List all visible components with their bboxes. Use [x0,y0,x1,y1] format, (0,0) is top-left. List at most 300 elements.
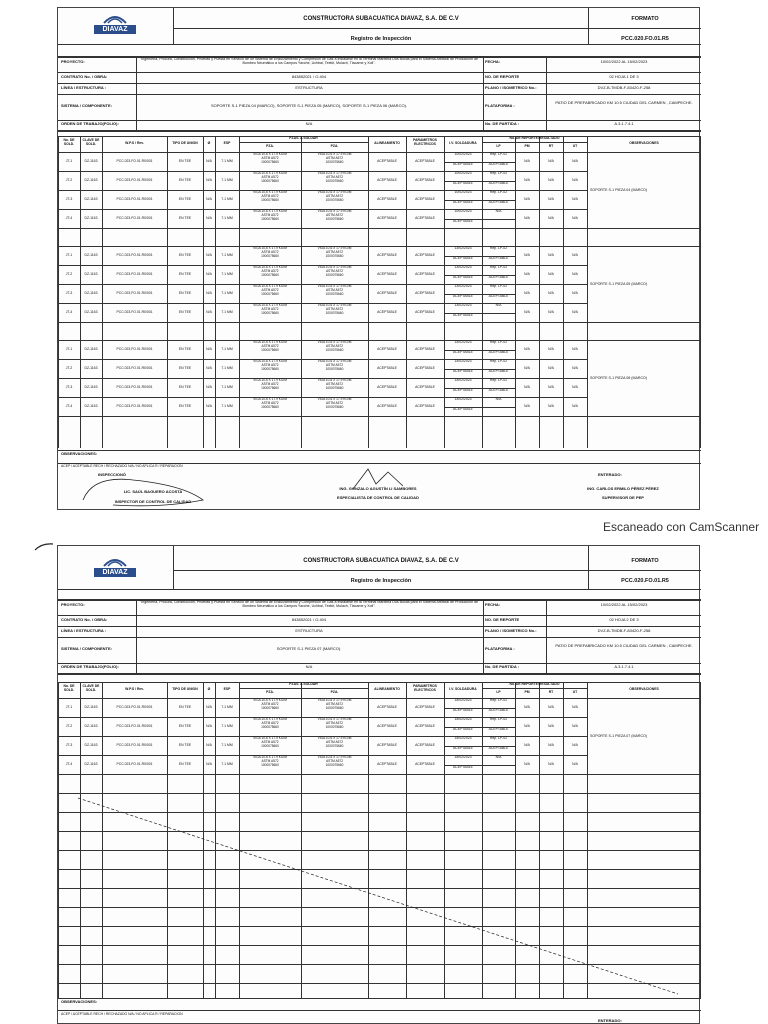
observaciones-label: OBSERVACIONES: [61,999,98,1004]
enterado-label: ENTERADO: [598,472,622,477]
iv-date: 10/02/2023 [454,190,472,194]
alignment-result: ACEPTABLE [377,290,397,295]
iv-result: ACEPTABLE [453,255,473,260]
wps-code: PCC.023.FO.01.R0/001 [116,742,153,747]
pm-result: N/A [524,215,530,220]
lp-result: ACEPTABLE [488,199,509,204]
sig1-role: INSPECTOR DE CONTROL DE CALIDAD [114,499,192,504]
welds-table [58,136,701,448]
col-header-tipo: TIPO DE UNION [172,141,198,145]
iv-date: 10/02/2023 [454,209,472,213]
material-spec: VIGA 10-6 X 17.9 KG/M [253,265,287,269]
electric-params-result: ACEPTABLE [415,403,435,408]
cell-split-line [444,162,515,163]
welder-key: DZ-1163 [84,704,98,709]
alignment-result: ACEPTABLE [377,346,397,351]
table-col-line [700,136,701,448]
union-type: EN TEE [178,761,192,766]
thickness: 7.1 MM [221,215,233,220]
weld-number: JT-1 [65,252,73,257]
col-header-tipo: TIPO DE UNION [172,687,198,691]
thickness: 7.1 MM [221,158,233,163]
col-header-no-sold: No. DE SOLD. [63,138,75,146]
iv-date: 15/02/2023 [454,698,472,702]
col-header-rt: RT [548,144,554,148]
table-row-line [58,698,701,699]
col-header-no-sold: No. DE SOLD. [63,684,75,692]
iv-result: ACEPTABLE [453,312,473,317]
fecha-value: 10/02/2022 AL 15/02/2023 [600,59,648,64]
material-spec: VIGA 10-6 X 17.9 KG/M [317,717,352,721]
material-spec: 1000075660 [261,160,279,164]
rt-result: N/A [548,196,554,201]
col-header-diam: Ø [207,141,211,145]
iv-date: 13/02/2023 [454,284,472,288]
lp-report: Rep. LP-02 [489,359,508,363]
col-header-pzas: PZAS. A SOLDAR [289,682,318,686]
formato-code: PCC.020.FO.01.R5 [621,578,669,584]
linea-value: ESTRUCTURA [295,85,323,90]
electric-params-result: ACEPTABLE [415,704,435,709]
iv-result: ACEPTABLE [453,349,473,354]
iv-date: 14/02/2023 [454,378,472,382]
lp-result: ACEPTABLE [488,368,509,373]
material-spec: VIGA 10-6 X 17.9 KG/M [253,340,287,344]
rt-result: N/A [548,723,554,728]
ut-result: N/A [572,290,578,295]
table-row-line [58,793,701,794]
lp-result: ACEPTABLE [488,349,509,354]
material-spec: VIGA 10-6 X 17.9 KG/M [253,190,287,194]
weld-number: JT-2 [65,365,73,370]
alignment-result: ACEPTABLE [377,403,397,408]
electric-params-result: ACEPTABLE [415,742,435,747]
diameter: N/A [206,403,212,408]
material-spec: 1000075660 [261,744,279,748]
material-spec: 1000075660 [325,273,344,277]
lp-report: Rep. LP-02 [489,190,508,194]
diameter: N/A [206,215,212,220]
material-spec: VIGA 10-6 X 17.9 KG/M [253,397,287,401]
rt-result: N/A [548,252,554,257]
material-spec: VIGA 10-6 X 17.9 KG/M [317,340,352,344]
group-observation: SOPORTE S-1 PIEZA 04 (MARCO) [590,188,648,192]
union-type: EN TEE [178,346,192,351]
diameter: N/A [206,309,212,314]
pm-result: N/A [524,177,530,182]
proyecto-value: "Ingeniería, Procura, Construcción, Pruebas y Puesta en Servicio de un Sistema de Endulzamiento y Compresión de Gas a Instalarse en la Terminal Marítima Dos Bocas para el Sistema Artificial de Producción de Bombeo Neumático a los Campos Yaxche, Uchbal, Teekit, Mulach, Tlacame y Xoil". [140,57,478,66]
rt-result: N/A [548,158,554,163]
lp-result: ACEPTABLE [488,726,509,731]
diavaz-logo-mark-icon [102,554,128,568]
col-header-reporte: No. DE REPORTE/RESULTADO [509,136,560,140]
iv-date: 15/02/2023 [454,717,472,721]
diameter: N/A [206,177,212,182]
material-spec: VIGA 10-6 X 17.9 KG/M [317,209,352,213]
weld-number: JT-3 [65,742,73,747]
logo-wordmark: DIAVAZ [94,25,136,34]
rt-result: N/A [548,346,554,351]
electric-params-result: ACEPTABLE [415,290,435,295]
table-row-line [58,774,587,775]
alignment-result: ACEPTABLE [377,177,397,182]
material-spec: VIGA 10-6 X 17.9 KG/M [253,698,287,702]
material-spec: ASTM A572 [261,721,279,725]
iv-date: 15/02/2023 [454,755,472,759]
col-header-clave: CLAVE DE SOLD. [82,138,100,146]
fecha-value: 10/02/2022 AL 15/02/2023 [600,602,648,607]
col-header-wps: W.P.S / Rev. [125,141,144,145]
thickness: 7.1 MM [221,704,233,709]
rt-result: N/A [548,215,554,220]
rt-result: N/A [548,761,554,766]
table-row-line [58,340,701,341]
wps-code: PCC.023.FO.01.R0/001 [116,252,153,257]
ut-result: N/A [572,761,578,766]
thickness: 7.1 MM [221,346,233,351]
weld-number: JT-4 [65,403,73,408]
doc-title: Registro de Inspección [350,36,412,42]
partida-value: A.3.1.7.4.1 [614,664,634,669]
cell-split-line [444,407,515,408]
diameter: N/A [206,252,212,257]
cell-split-line [444,313,515,314]
pm-result: N/A [524,384,530,389]
orden-value: N/A [305,121,313,126]
ut-result: N/A [572,704,578,709]
union-type: EN TEE [178,290,192,295]
diameter: N/A [206,196,212,201]
alignment-result: ACEPTABLE [377,723,397,728]
iv-result: ACEPTABLE [453,726,473,731]
cell-split-line [444,369,515,370]
table-row-line [58,322,587,323]
weld-number: JT-4 [65,309,73,314]
ut-result: N/A [572,196,578,201]
material-spec: VIGA 10-6 X 17.9 KG/M [253,284,287,288]
rt-result: N/A [548,403,554,408]
alignment-result: ACEPTABLE [377,271,397,276]
lp-report: Rep. LP-02 [489,284,508,288]
plataforma-value: PATIO DE PREFABRICADO KM 10.5 CIUDAD DEL CARMEN , CAMPECHE. [555,100,693,105]
material-spec: ASTM A572 [261,288,279,292]
wps-code: PCC.023.FO.01.R0/001 [116,215,153,220]
material-spec: ASTM A572 [261,250,279,254]
table-row-line [239,688,368,689]
material-spec: ASTM A572 [325,250,343,254]
union-type: EN TEE [178,252,192,257]
electric-params-result: ACEPTABLE [415,723,435,728]
thickness: 7.1 MM [221,365,233,370]
pm-result: N/A [524,742,530,747]
alignment-result: ACEPTABLE [377,742,397,747]
pm-result: N/A [524,158,530,163]
sig3-name: ING. CARLOS ERMILO PÉREZ PÉREZ [587,486,659,491]
alignment-result: ACEPTABLE [377,384,397,389]
partida-label: No. DE PARTIDA : [485,664,519,669]
sistema-value: SOPORTE S-1 PIEZA 07 (MARCO). [276,646,342,651]
lp-result: ACEPTABLE [488,387,509,392]
iv-result: ACEPTABLE [453,161,473,166]
material-spec: ASTM A572 [261,740,279,744]
col-header-ut: UT [572,144,578,148]
electric-params-result: ACEPTABLE [415,309,435,314]
table-row-line [587,416,701,417]
ut-result: N/A [572,177,578,182]
union-type: EN TEE [178,384,192,389]
ut-result: N/A [572,384,578,389]
lp-report: N/A [495,303,502,307]
rt-result: N/A [548,704,554,709]
linea-label: LÍNEA / ESTRUCTURA : [61,628,107,633]
material-spec: VIGA 10-6 X 17.9 KG/M [317,755,352,759]
diameter: N/A [206,290,212,295]
cell-split-line [444,350,515,351]
material-spec: 1000075660 [325,160,344,164]
logo-wordmark: DIAVAZ [94,568,136,577]
fecha-label: FECHA: [485,59,501,64]
proyecto-value: "Ingeniería, Procura, Construcción, Pruebas y Puesta en Servicio de un Sistema de Endulzamiento y Compresión de Gas a Instalarse en la Terminal Marítima Dos Bocas para el Sistema Artificial de Producción de Bombeo Neumático a los Campos Yaxche, Uchbal, Teekit, Mulach, Tlacame y Xoil". [140,600,478,609]
iv-result: ACEPTABLE [453,218,473,223]
material-spec: ASTM A572 [261,344,279,348]
col-header-clave: CLAVE DE SOLD. [82,684,100,692]
material-spec: 1000075660 [261,763,279,767]
lp-report: Rep. LP-02 [489,171,508,175]
material-spec: ASTM A572 [325,288,343,292]
rt-result: N/A [548,384,554,389]
col-header-reporte: No. DE REPORTE/RESULTADO [509,682,560,686]
material-spec: ASTM A572 [261,382,279,386]
table-row-line [58,246,701,247]
material-spec: ASTM A572 [325,175,343,179]
material-spec: ASTM A572 [261,269,279,273]
material-spec: 1000075660 [325,405,344,409]
diameter: N/A [206,742,212,747]
table-row-line [482,688,587,689]
material-spec: ASTM A572 [325,721,343,725]
union-type: EN TEE [178,158,192,163]
plano-label: PLANO / ISOMETRICO No.: [485,85,537,90]
material-spec: 1000075660 [261,198,279,202]
weld-number: JT-1 [65,704,73,709]
welder-key: DZ-1163 [84,742,98,747]
cell-split-line [444,219,515,220]
inspecciono-label: INSPECCIONÓ [98,472,127,477]
wps-code: PCC.023.FO.01.R0/001 [116,309,153,314]
welder-key: DZ-1163 [84,196,98,201]
proyecto-label: PROYECTO: [61,59,85,64]
material-spec: 1000075660 [261,386,279,390]
material-spec: VIGA 10-6 X 17.9 KG/M [317,378,352,382]
material-spec: 1000075660 [325,386,344,390]
thickness: 7.1 MM [221,309,233,314]
table-col-line [587,136,588,448]
alignment-result: ACEPTABLE [377,215,397,220]
union-type: EN TEE [178,365,192,370]
ut-result: N/A [572,403,578,408]
table-row-line [482,142,587,143]
contrato-label: CONTRATO No. / OBRA: [61,617,108,622]
cell-split-line [444,727,515,728]
iv-date: 13/02/2023 [454,265,472,269]
table-col-line [700,682,701,998]
union-type: EN TEE [178,177,192,182]
material-spec: ASTM A572 [325,382,343,386]
ut-result: N/A [572,158,578,163]
weld-number: JT-1 [65,158,73,163]
group-observation: SOPORTE S-1 PIEZA 05 (MARCO) [590,282,648,286]
union-type: EN TEE [178,723,192,728]
alignment-result: ACEPTABLE [377,196,397,201]
material-spec: 1000075660 [325,179,344,183]
material-spec: 1000075660 [325,706,344,710]
electric-params-result: ACEPTABLE [415,158,435,163]
col-header-alineamiento: ALINEAMIENTO [374,687,400,691]
plataforma-value: PATIO DE PREFABRICADO KM 10.5 CIUDAD DEL CARMEN , CAMPECHE. [555,643,693,648]
pm-result: N/A [524,196,530,201]
weld-number: JT-3 [65,290,73,295]
col-header-lp: LP [496,690,501,694]
material-spec: VIGA 10-6 X 17.9 KG/M [317,265,352,269]
lp-report: Rep. LP-02 [489,698,508,702]
iv-date: 13/02/2023 [454,246,472,250]
pm-result: N/A [524,346,530,351]
electric-params-result: ACEPTABLE [415,761,435,766]
scan-mark-icon [34,542,54,552]
wps-code: PCC.023.FO.01.R0/001 [116,761,153,766]
material-spec: ASTM A572 [325,307,343,311]
group-observation: SOPORTE S-1 PIEZA 06 (MARCO) [590,376,648,380]
sig2-role: ESPECIALISTA DE CONTROL DE CALIDAD [337,495,419,500]
plano-value: DVZ-B-TMDB-F-83420-F-258 [597,628,651,633]
material-spec: 1000075660 [261,348,279,352]
col-header-alineamiento: ALINEAMIENTO [374,141,400,145]
material-spec: VIGA 10-6 X 17.9 KG/M [253,736,287,740]
electric-params-result: ACEPTABLE [415,196,435,201]
material-spec: VIGA 10-6 X 17.9 KG/M [317,246,352,250]
group-observation: SOPORTE S-1 PIEZA 07 (MARCO) [590,734,648,738]
table-row-line [58,416,587,417]
alignment-result: ACEPTABLE [377,252,397,257]
material-spec: VIGA 10-6 X 17.9 KG/M [317,397,352,401]
pm-result: N/A [524,271,530,276]
wps-code: PCC.023.FO.01.R0/001 [116,290,153,295]
lp-report: Rep. LP-02 [489,717,508,721]
wps-code: PCC.023.FO.01.R0/001 [116,384,153,389]
welder-key: DZ-1163 [84,384,98,389]
lp-result: ACEPTABLE [488,161,509,166]
material-spec: VIGA 10-6 X 17.9 KG/M [317,698,352,702]
welder-key: DZ-1163 [84,365,98,370]
iv-result: ACEPTABLE [453,274,473,279]
welder-key: DZ-1163 [84,346,98,351]
union-type: EN TEE [178,742,192,747]
pm-result: N/A [524,365,530,370]
col-header-diam: Ø [207,687,211,691]
material-spec: 1000075660 [261,725,279,729]
material-spec: ASTM A572 [325,269,343,273]
col-header-parametros: PARAMETROS ELECTRICOS [413,684,437,692]
sig3-role: SUPERVISOR DE PEP [602,495,644,500]
col-header-esp: ESP [223,141,231,145]
weld-number: JT-4 [65,761,73,766]
plano-label: PLANO / ISOMETRICO No.: [485,628,537,633]
material-spec: 1000075660 [261,367,279,371]
lp-result: ACEPTABLE [488,707,509,712]
union-type: EN TEE [178,309,192,314]
partida-label: No. DE PARTIDA : [485,121,519,126]
table-row-line [587,322,701,323]
iv-date: 14/02/2023 [454,397,472,401]
no-reporte-label: NO. DE REPORTE [485,74,520,79]
material-spec: ASTM A572 [325,156,343,160]
col-header-iv: I.V. SOLDADURA [449,687,477,691]
iv-result: ACEPTABLE [453,293,473,298]
thickness: 7.1 MM [221,271,233,276]
weld-number: JT-1 [65,346,73,351]
material-spec: VIGA 10-6 X 17.9 KG/M [253,152,287,156]
cell-split-line [444,388,515,389]
ut-result: N/A [572,742,578,747]
material-spec: VIGA 10-6 X 17.9 KG/M [253,378,287,382]
material-spec: 1000075660 [325,367,344,371]
diameter: N/A [206,704,212,709]
inspection-sheet-2 [57,545,700,1024]
cancel-diagonal-line [78,796,678,996]
material-spec: ASTM A572 [261,363,279,367]
doc-title: Registro de Inspección [350,578,412,584]
diameter: N/A [206,346,212,351]
lp-report: N/A [495,209,502,213]
table-row-line [58,136,701,137]
material-spec: ASTM A572 [261,156,279,160]
lp-report: Rep. LP-02 [489,340,508,344]
material-spec: ASTM A572 [261,307,279,311]
material-spec: ASTM A572 [325,759,343,763]
material-spec: VIGA 10-6 X 17.9 KG/M [253,755,287,759]
material-spec: VIGA 10-6 X 17.9 KG/M [317,171,352,175]
union-type: EN TEE [178,403,192,408]
legend-text: ACEP / ACEPTABLE RECH / RECHAZADO N/A / NO APLICA R / REPARACION [61,1012,183,1016]
rt-result: N/A [548,365,554,370]
camscanner-footer: Escaneado con CamScanner [603,520,760,534]
sig2-name: ING. GONZALO AGUSTÍN LI SAMBORES [339,486,417,491]
material-spec: 1000075660 [325,725,344,729]
material-spec: 1000075660 [325,763,344,767]
welder-key: DZ-1163 [84,403,98,408]
cell-split-line [444,294,515,295]
iv-date: 15/02/2023 [454,736,472,740]
material-spec: 1000075660 [261,254,279,258]
thickness: 7.1 MM [221,252,233,257]
material-spec: VIGA 10-6 X 17.9 KG/M [317,284,352,288]
diavaz-logo-mark-icon [102,11,128,25]
electric-params-result: ACEPTABLE [415,215,435,220]
legend-text: ACEP / ACEPTABLE RECH / RECHAZADO N/A / NO APLICA R / REPARACION [61,464,183,468]
welder-key: DZ-1163 [84,723,98,728]
wps-code: PCC.023.FO.01.R0/001 [116,346,153,351]
iv-result: ACEPTABLE [453,745,473,750]
thickness: 7.1 MM [221,196,233,201]
table-row-line [239,142,368,143]
col-header-pza2: PZA. [330,690,339,694]
alignment-result: ACEPTABLE [377,158,397,163]
material-spec: VIGA 10-6 X 17.9 KG/M [253,303,287,307]
wps-code: PCC.023.FO.01.R0/001 [116,723,153,728]
material-spec: 1000075660 [325,198,344,202]
material-spec: VIGA 10-6 X 17.9 KG/M [253,209,287,213]
material-spec: ASTM A572 [325,363,343,367]
